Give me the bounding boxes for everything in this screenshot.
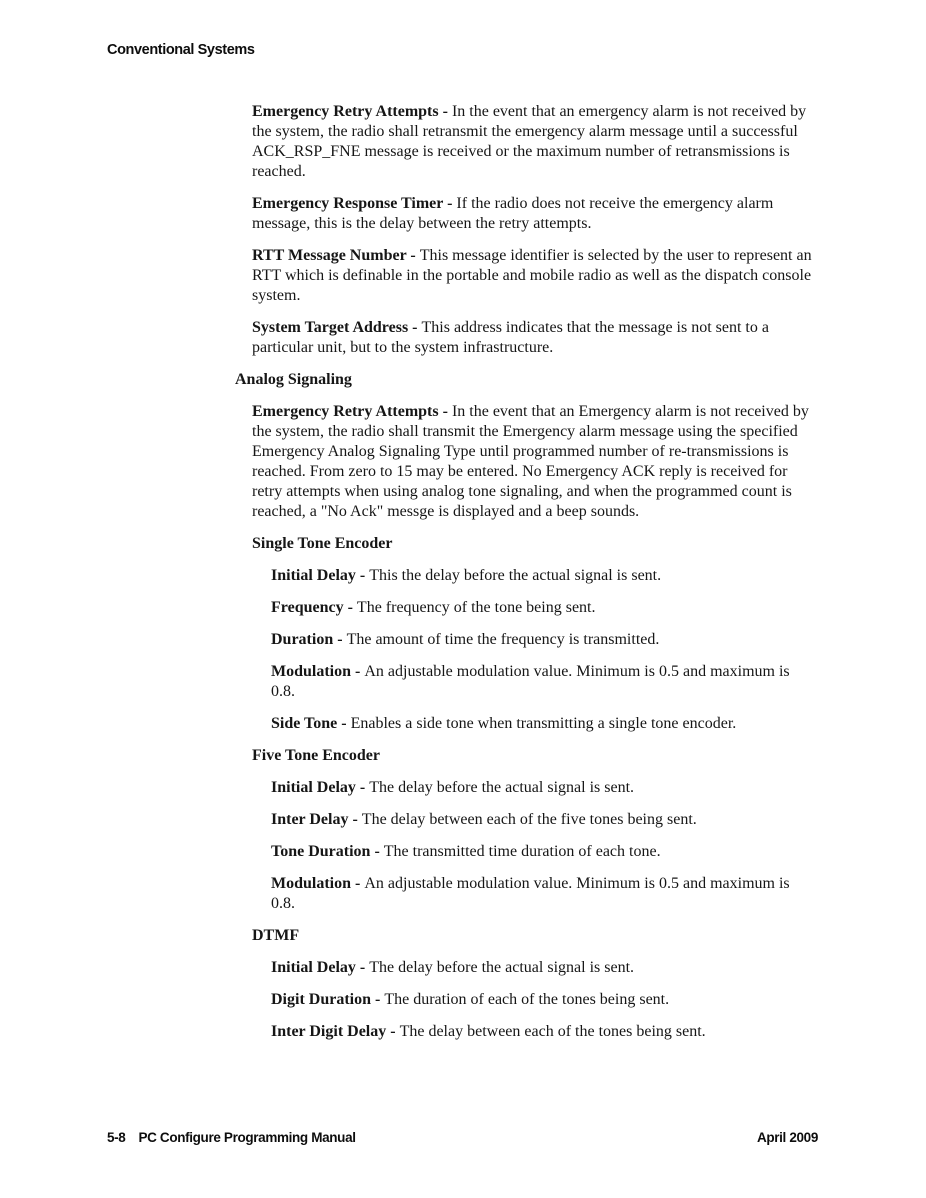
term-label: Initial Delay xyxy=(271,779,356,796)
term-label: Emergency Response Timer xyxy=(252,195,444,212)
page-header: Conventional Systems xyxy=(107,42,255,58)
term-separator: - xyxy=(348,811,362,828)
term-label: Emergency Retry Attempts xyxy=(252,403,439,420)
footer-manual-title: PC Configure Programming Manual xyxy=(138,1130,356,1145)
footer-date: April 2009 xyxy=(756,1130,818,1145)
definition-paragraph xyxy=(271,810,813,830)
definition-text: In the event that an emergency alarm is not received by the system, the radio shall retransmit the emergency alarm message until a successful ACK_RSP_FNE message is received or the maximum number of retransmissions is reached. xyxy=(252,103,807,180)
definition-text: The frequency of the tone being sent. xyxy=(356,599,596,616)
term-label: Digit Duration xyxy=(271,991,371,1008)
definition-text: This the delay before the actual signal is sent. xyxy=(369,567,662,584)
term-separator: - xyxy=(351,663,365,680)
definition-paragraph xyxy=(271,778,813,798)
term-separator: - xyxy=(355,567,370,584)
definition-paragraph xyxy=(271,630,813,650)
term-separator: - xyxy=(343,599,357,616)
definition-text: The delay between each of the five tones being sent. xyxy=(361,811,697,828)
section-heading: Analog Signaling xyxy=(235,371,352,388)
page-footer xyxy=(107,1130,818,1145)
definition-text: The duration of each of the tones being sent. xyxy=(384,991,670,1008)
footer-left xyxy=(107,1130,356,1145)
definition-text: If the radio does not receive the emergency alarm message, this is the delay between the retry attempts. xyxy=(252,195,774,232)
definition-paragraph xyxy=(271,874,813,914)
definition-text: The amount of time the frequency is transmitted. xyxy=(346,631,660,648)
term-separator: - xyxy=(355,779,370,796)
footer-page-number: 5-8 xyxy=(107,1130,126,1145)
term-label: Modulation xyxy=(271,875,352,892)
definition-paragraph xyxy=(271,990,813,1010)
definition-text: Enables a side tone when transmitting a single tone encoder. xyxy=(350,715,737,732)
term-separator: - xyxy=(370,843,384,860)
definition-text: This message identifier is selected by the user to represent an RTT which is definable in the portable and mobile radio as well as the dispatch console system. xyxy=(252,247,812,304)
definition-paragraph xyxy=(252,402,813,522)
definition-text: The delay before the actual signal is sent. xyxy=(369,959,635,976)
definition-paragraph xyxy=(252,246,813,306)
definition-paragraph xyxy=(271,842,813,862)
term-separator: - xyxy=(333,631,347,648)
section-heading: DTMF xyxy=(252,927,300,944)
definition-paragraph xyxy=(271,714,813,734)
definition-paragraph xyxy=(252,194,813,234)
document-body xyxy=(107,102,813,1054)
term-label: System Target Address xyxy=(252,319,409,336)
term-label: Initial Delay xyxy=(271,959,356,976)
definition-text: The delay before the actual signal is sent. xyxy=(369,779,635,796)
term-separator: - xyxy=(386,1023,400,1040)
term-label: RTT Message Number xyxy=(252,247,407,264)
term-separator: - xyxy=(438,403,452,420)
term-label: Side Tone xyxy=(271,715,338,732)
definition-paragraph xyxy=(271,566,813,586)
term-label: Inter Digit Delay xyxy=(271,1023,387,1040)
term-label: Duration xyxy=(271,631,334,648)
definition-paragraph xyxy=(271,1022,813,1042)
term-separator: - xyxy=(438,103,452,120)
section-heading: Five Tone Encoder xyxy=(252,747,381,764)
term-label: Inter Delay xyxy=(271,811,349,828)
definition-paragraph xyxy=(252,318,813,358)
section-heading: Single Tone Encoder xyxy=(252,535,393,552)
term-label: Initial Delay xyxy=(271,567,356,584)
definition-text: An adjustable modulation value. Minimum is 0.5 and maximum is 0.8. xyxy=(271,663,790,700)
term-separator: - xyxy=(371,991,385,1008)
definition-text: In the event that an Emergency alarm is not received by the system, the radio shall transmit the Emergency alarm message using the specified Emergency Analog Signaling Type until programmed number of re-transmissions is reached. From zero to 15 may be entered. No Emergency ACK reply is received for retry attempts when using analog tone signaling, and when the programmed count is reached, a "No Ack" messge is displayed and a beep sounds. xyxy=(252,403,809,520)
term-label: Modulation xyxy=(271,663,352,680)
term-separator: - xyxy=(351,875,365,892)
definition-paragraph xyxy=(271,662,813,702)
term-label: Tone Duration xyxy=(271,843,371,860)
term-separator: - xyxy=(443,195,457,212)
term-separator: - xyxy=(406,247,420,264)
term-separator: - xyxy=(408,319,422,336)
definition-text: The delay between each of the tones being sent. xyxy=(399,1023,706,1040)
term-separator: - xyxy=(337,715,351,732)
term-label: Frequency xyxy=(271,599,344,616)
definition-text: This address indicates that the message is not sent to a particular unit, but to the system infrastructure. xyxy=(252,319,769,356)
definition-paragraph xyxy=(271,958,813,978)
definition-text: The transmitted time duration of each tone. xyxy=(383,843,661,860)
definition-text: An adjustable modulation value. Minimum is 0.5 and maximum is 0.8. xyxy=(271,875,790,912)
definition-paragraph xyxy=(271,598,813,618)
term-label: Emergency Retry Attempts xyxy=(252,103,439,120)
term-separator: - xyxy=(355,959,370,976)
definition-paragraph xyxy=(252,102,813,182)
